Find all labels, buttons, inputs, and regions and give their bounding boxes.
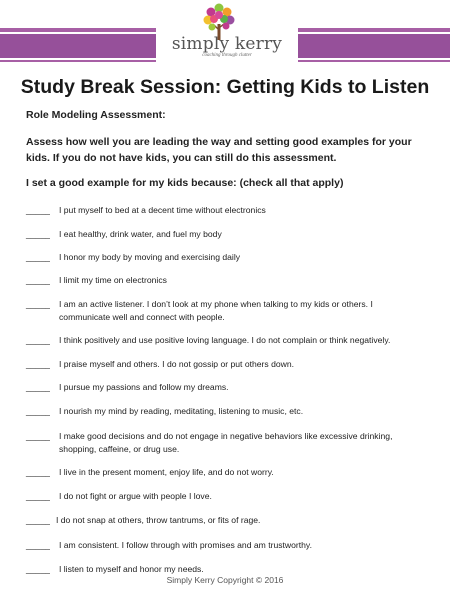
checkbox-blank[interactable]: _____ [26,515,50,525]
checklist-item-text: I think positively and use positive loving language. I do not complain or think negatively. [59,335,391,345]
page-title: Study Break Session: Getting Kids to Listen [20,76,430,98]
checklist-item-text: I eat healthy, drink water, and fuel my body [59,229,222,239]
checklist-item [26,466,426,479]
checklist-item-text: I limit my time on electronics [59,275,167,285]
brand-name: simply kerry [171,34,283,54]
checklist-item-text: I pursue my passions and follow my dreams. [59,382,229,392]
checklist-item-text: I nourish my mind by reading, meditating, listening to music, etc. [59,406,304,416]
checklist-item [26,405,426,418]
checkbox-blank[interactable]: _____ [26,431,50,441]
checklist-item [26,251,426,264]
checklist-item-text: I put myself to bed at a decent time without electronics [59,205,266,215]
checkbox-blank[interactable]: _____ [26,205,50,215]
intro-text: Assess how well you are leading the way and setting good examples for your kids. If you do not have kids, you can still do this assessment. [26,136,412,164]
checkbox-blank[interactable]: _____ [26,275,50,285]
checkbox-blank[interactable]: _____ [26,299,50,309]
checklist-item [26,539,426,552]
checkbox-blank[interactable]: _____ [26,491,50,501]
checklist-item [26,334,426,347]
checkbox-blank[interactable]: _____ [26,540,50,550]
instruction-text: I set a good example for my kids because: (check all that apply) [26,177,344,189]
checklist-item-text: I make good decisions and do not engage in negative behaviors like excessive drinking, shopping, caffeine, or drug use. [59,431,393,454]
checklist-item [26,563,426,576]
checkbox-blank[interactable]: _____ [26,229,50,239]
checklist-item [26,514,426,527]
checklist-item-text: I am consistent. I follow through with promises and am trustworthy. [59,540,312,550]
checklist-item [26,430,426,455]
section-label: Role Modeling Assessment: [26,109,166,121]
checklist-item-text: I listen to myself and honor my needs. [59,564,204,574]
checklist-item [26,381,426,394]
header-banner [0,0,450,62]
checkbox-blank[interactable]: _____ [26,406,50,416]
checklist-item-text: I praise myself and others. I do not gossip or put others down. [59,359,295,369]
checkbox-blank[interactable]: _____ [26,467,50,477]
checkbox-blank[interactable]: _____ [26,564,50,574]
checklist-item-text: I do not fight or argue with people I love. [59,491,212,501]
checklist-item-text: I am an active listener. I don’t look at my phone when talking to my kids or others. I communicate well and connect with people. [59,299,373,322]
checklist-item [26,228,426,241]
checklist-item [26,274,426,287]
checklist-item [26,298,426,323]
brand-tagline: coaching through clutter [202,53,252,58]
logo [156,2,298,62]
checklist-item [26,204,426,217]
checklist-item-text: I live in the present moment, enjoy life, and do not worry. [59,467,274,477]
checkbox-blank[interactable]: _____ [26,359,50,369]
checklist-item-text: I honor my body by moving and exercising daily [59,252,241,262]
checkbox-blank[interactable]: _____ [26,335,50,345]
checkbox-blank[interactable]: _____ [26,382,50,392]
checklist-item [26,490,426,503]
checkbox-blank[interactable]: _____ [26,252,50,262]
checklist-item-text: I do not snap at others, throw tantrums, or fits of rage. [56,515,261,525]
checklist-item [26,358,426,371]
copyright-footer: Simply Kerry Copyright © 2016 [166,575,284,585]
